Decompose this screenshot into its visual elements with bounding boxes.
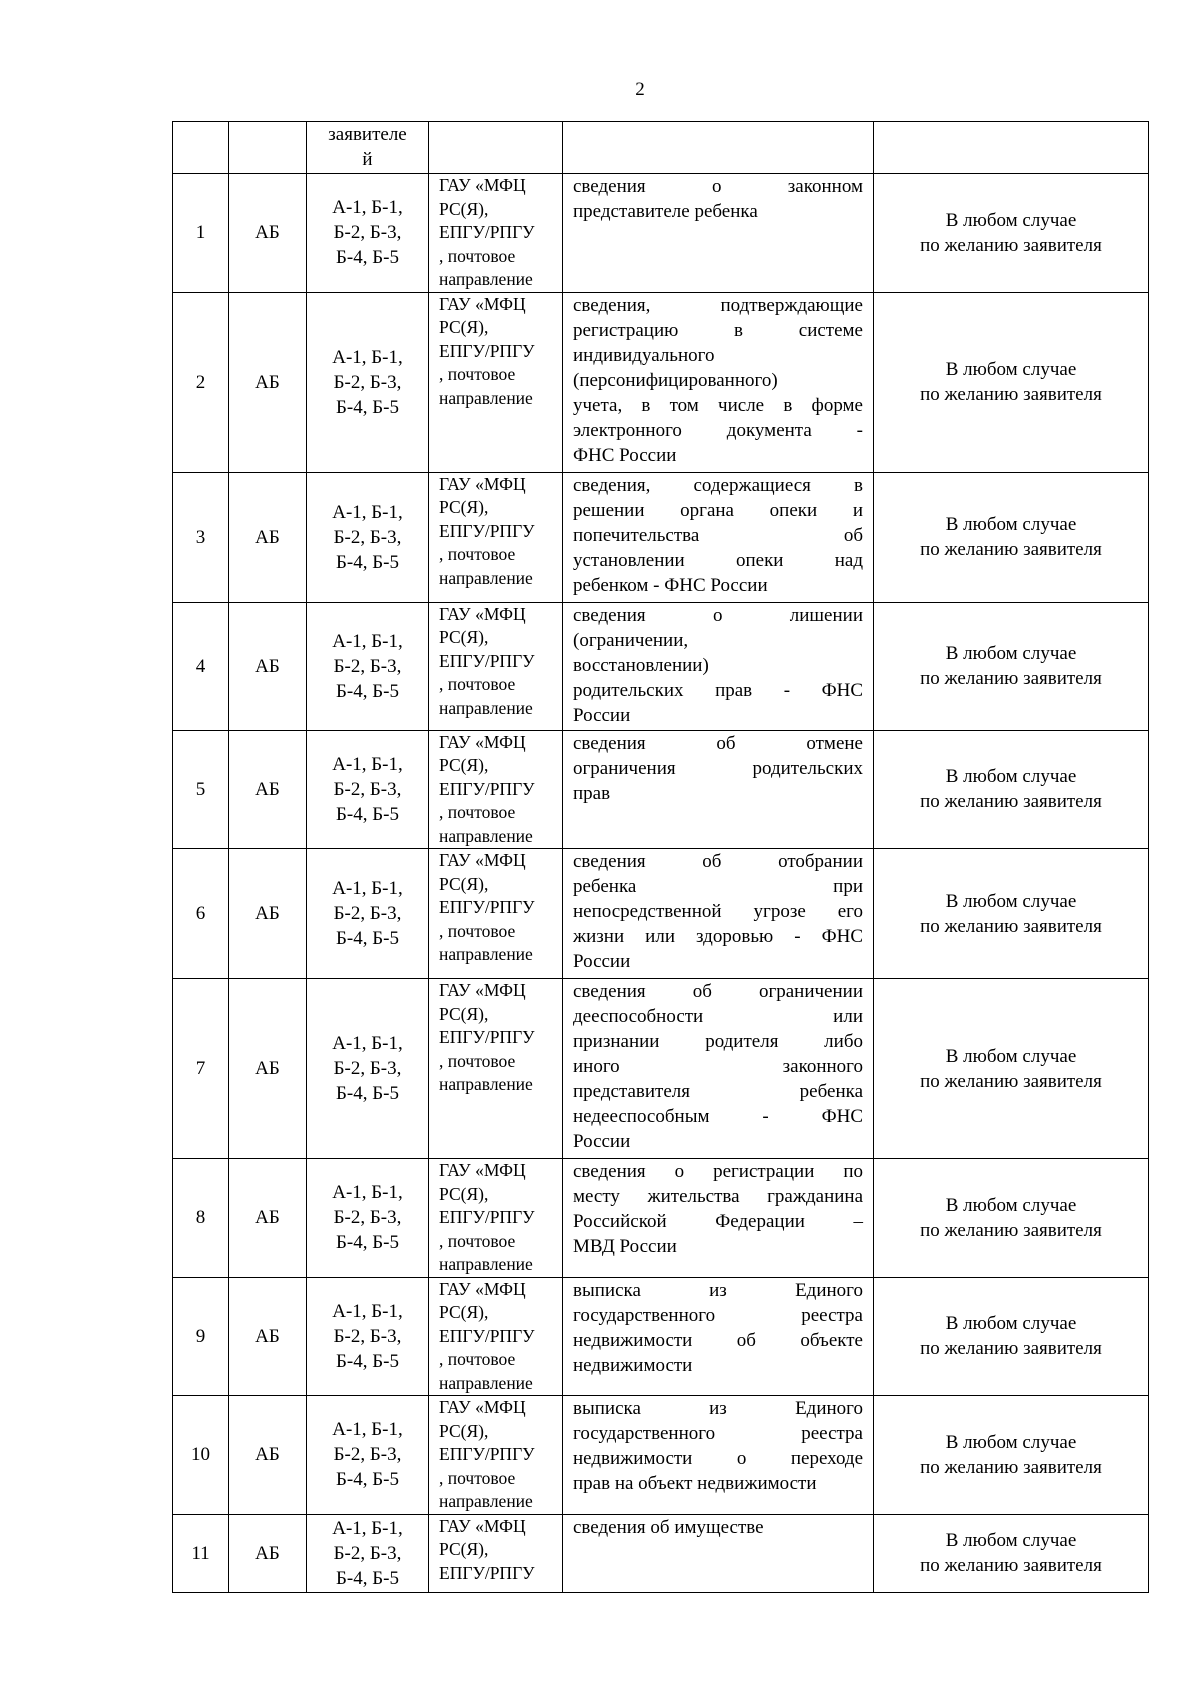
condition-line: по желанию заявителя — [920, 791, 1102, 813]
row-type: АБ — [229, 602, 307, 730]
applicant-categories — [307, 1514, 429, 1592]
info-line: Российской Федерации – — [573, 1211, 863, 1232]
info-line: родительских прав - ФНС — [573, 679, 863, 701]
info-line: сведения о законном — [573, 176, 863, 197]
info-line: прав на объект недвижимости — [573, 1473, 817, 1494]
submission-condition — [874, 730, 1149, 849]
row-number: 5 — [173, 730, 229, 849]
info-line: ФНС России — [573, 444, 677, 466]
method-line: РС(Я), — [439, 1003, 489, 1024]
info-line: сведения о регистрации по — [573, 1161, 863, 1182]
category-line: Б-2, Б-3, — [333, 526, 402, 548]
category-line: Б-4, Б-5 — [336, 247, 399, 269]
applicant-categories — [307, 472, 429, 602]
category-line: А-1, Б-1, — [332, 1300, 403, 1322]
category-line: Б-2, Б-3, — [333, 1058, 402, 1079]
info-line: сведения об отмене — [573, 732, 863, 754]
condition-line: В любом случае — [945, 359, 1077, 380]
submission-method — [429, 292, 563, 472]
info-line: сведения об ограничении — [573, 981, 863, 1002]
row-number: 1 — [173, 174, 229, 293]
method-line: ГАУ «МФЦ — [439, 980, 526, 1000]
table-row — [173, 174, 1149, 293]
condition-line: В любом случае — [945, 766, 1077, 788]
category-line: А-1, Б-1, — [332, 346, 403, 368]
submission-method — [429, 174, 563, 293]
submission-method — [429, 1396, 563, 1515]
row-type: АБ — [229, 174, 307, 293]
info-line: установлении опеки над — [573, 549, 863, 571]
method-line: , почтовое — [439, 1050, 516, 1071]
method-line: ЕПГУ/РПГУ — [439, 897, 535, 917]
submission-condition — [874, 292, 1149, 472]
condition-line: по желанию заявителя — [920, 1456, 1102, 1478]
method-line: ГАУ «МФЦ — [439, 1397, 526, 1417]
submission-condition — [874, 602, 1149, 730]
condition-line: В любом случае — [945, 514, 1077, 535]
info-line: месту жительства гражданина — [573, 1186, 863, 1207]
method-line: , почтовое — [439, 1467, 516, 1488]
info-line: представителя ребенка — [573, 1081, 863, 1102]
method-line: , почтовое — [439, 1230, 516, 1251]
info-line: сведения, содержащиеся в — [573, 474, 863, 496]
row-type: АБ — [229, 1514, 307, 1592]
method-line: ГАУ «МФЦ — [439, 1278, 526, 1299]
method-line: направление — [439, 1254, 533, 1274]
method-line: ЕПГУ/РПГУ — [439, 1207, 535, 1227]
info-line: ограничения родительских — [573, 757, 863, 779]
requested-information — [563, 292, 874, 472]
category-line: Б-4, Б-5 — [336, 803, 399, 825]
requested-information — [563, 979, 874, 1159]
submission-method — [429, 849, 563, 979]
category-line: Б-4, Б-5 — [336, 680, 399, 702]
method-line: ГАУ «МФЦ — [439, 1515, 526, 1536]
category-line: А-1, Б-1, — [332, 1033, 403, 1054]
table-row — [173, 292, 1149, 472]
submission-condition — [874, 174, 1149, 293]
condition-line: В любом случае — [945, 643, 1077, 664]
row-type: АБ — [229, 292, 307, 472]
category-line: Б-4, Б-5 — [336, 1567, 399, 1589]
method-line: ГАУ «МФЦ — [439, 175, 526, 195]
method-line: РС(Я), — [439, 873, 489, 894]
submission-method — [429, 472, 563, 602]
info-line: России — [573, 951, 631, 972]
category-line: А-1, Б-1, — [332, 753, 403, 775]
category-line: Б-4, Б-5 — [336, 396, 399, 418]
info-line: России — [573, 704, 631, 726]
row-type: АБ — [229, 1277, 307, 1396]
condition-line: В любом случае — [945, 209, 1077, 231]
info-line: сведения об имуществе — [573, 1516, 764, 1538]
method-line: ГАУ «МФЦ — [439, 473, 526, 494]
submission-condition — [874, 1396, 1149, 1515]
category-line: Б-4, Б-5 — [336, 1469, 399, 1491]
method-line: ГАУ «МФЦ — [439, 293, 526, 314]
condition-line: по желанию заявителя — [920, 1219, 1102, 1241]
info-line: недееспособным - ФНС — [573, 1106, 863, 1127]
page-number: 2 — [635, 79, 645, 100]
submission-condition — [874, 1277, 1149, 1396]
submission-method — [429, 979, 563, 1159]
category-line: Б-4, Б-5 — [336, 1232, 399, 1254]
applicant-categories — [307, 174, 429, 293]
row-type: АБ — [229, 1396, 307, 1515]
method-line: , почтовое — [439, 1349, 516, 1369]
info-line: недвижимости о переходе — [573, 1448, 863, 1469]
row-number: 11 — [173, 1514, 229, 1592]
method-line: направление — [439, 1074, 533, 1094]
info-line: недвижимости — [573, 1354, 693, 1376]
method-line: ЕПГУ/РПГУ — [439, 778, 535, 799]
condition-line: по желанию заявителя — [920, 539, 1102, 560]
cell-empty — [563, 122, 874, 174]
method-line: ЕПГУ/РПГУ — [439, 222, 535, 242]
row-type: АБ — [229, 472, 307, 602]
info-line: государственного реестра — [573, 1304, 863, 1326]
method-line: ГАУ «МФЦ — [439, 603, 526, 624]
method-line: направление — [439, 1372, 533, 1393]
method-line: , почтовое — [439, 364, 516, 384]
category-line: Б-4, Б-5 — [336, 1083, 399, 1104]
table-row — [173, 1514, 1149, 1592]
table-row — [173, 1396, 1149, 1515]
applicant-categories — [307, 602, 429, 730]
info-line: недвижимости об объекте — [573, 1329, 863, 1351]
method-line: РС(Я), — [439, 1420, 489, 1441]
method-line: РС(Я), — [439, 317, 489, 337]
table-row — [173, 1277, 1149, 1396]
method-line: направление — [439, 387, 533, 408]
category-line: А-1, Б-1, — [332, 501, 403, 523]
row-type: АБ — [229, 1159, 307, 1278]
method-line: ЕПГУ/РПГУ — [439, 520, 535, 541]
info-line: жизни или здоровью - ФНС — [573, 926, 863, 947]
method-line: направление — [439, 1491, 533, 1511]
category-line: Б-4, Б-5 — [336, 928, 399, 949]
condition-line: по желанию заявителя — [920, 234, 1102, 256]
applicant-categories — [307, 292, 429, 472]
submission-method — [429, 1277, 563, 1396]
cell-empty — [173, 122, 229, 174]
table-row — [173, 849, 1149, 979]
info-line: ребенком - ФНС России — [573, 574, 768, 596]
method-line: РС(Я), — [439, 1302, 489, 1322]
requested-information — [563, 730, 874, 849]
category-line: А-1, Б-1, — [332, 878, 403, 899]
category-line: А-1, Б-1, — [332, 1517, 403, 1539]
info-line: электронного документа - — [573, 419, 863, 441]
method-line: ГАУ «МФЦ — [439, 731, 526, 752]
method-line: ЕПГУ/РПГУ — [439, 1444, 535, 1464]
info-line: регистрацию в системе — [573, 319, 863, 341]
requested-information — [563, 849, 874, 979]
method-line: ЕПГУ/РПГУ — [439, 1562, 535, 1583]
row-number: 4 — [173, 602, 229, 730]
info-line: (персонифицированного) — [573, 369, 778, 391]
category-line: Б-2, Б-3, — [333, 371, 402, 393]
table-row — [173, 1159, 1149, 1278]
info-line: непосредственной угрозе его — [573, 901, 863, 922]
category-line: Б-2, Б-3, — [333, 1542, 402, 1564]
category-line: Б-2, Б-3, — [333, 655, 402, 677]
table-row — [173, 472, 1149, 602]
condition-line: В любом случае — [945, 890, 1077, 912]
requested-information — [563, 472, 874, 602]
info-line: сведения о лишении — [573, 604, 863, 626]
applicant-category-header-fragment — [307, 122, 429, 174]
submission-condition — [874, 849, 1149, 979]
condition-line: по желанию заявителя — [920, 384, 1102, 405]
applicant-categories — [307, 1396, 429, 1515]
submission-condition — [874, 1159, 1149, 1278]
continuation-row — [173, 122, 1149, 174]
info-line: сведения об отобрании — [573, 851, 863, 872]
requested-information — [563, 602, 874, 730]
method-line: ЕПГУ/РПГУ — [439, 340, 535, 361]
row-number: 2 — [173, 292, 229, 472]
row-type: АБ — [229, 730, 307, 849]
method-line: направление — [439, 697, 533, 718]
condition-line: по желанию заявителя — [920, 1338, 1102, 1360]
info-line: ребенка при — [573, 876, 863, 897]
row-number: 9 — [173, 1277, 229, 1396]
submission-method — [429, 602, 563, 730]
info-line: иного законного — [573, 1056, 863, 1077]
submission-condition — [874, 979, 1149, 1159]
info-line: сведения, подтверждающие — [573, 294, 863, 316]
method-line: РС(Я), — [439, 1539, 489, 1559]
method-line: РС(Я), — [439, 497, 489, 517]
method-line: ЕПГУ/РПГУ — [439, 1027, 535, 1047]
method-line: , почтовое — [439, 802, 516, 822]
table-row — [173, 979, 1149, 1159]
header-fragment-line: заявителе — [328, 124, 407, 145]
condition-line: по желанию заявителя — [920, 1070, 1102, 1092]
method-line: ЕПГУ/РПГУ — [439, 1325, 535, 1346]
category-line: А-1, Б-1, — [332, 197, 403, 219]
info-line: государственного реестра — [573, 1423, 863, 1444]
cell-empty — [874, 122, 1149, 174]
method-line: ГАУ «МФЦ — [439, 1160, 526, 1180]
condition-line: В любом случае — [945, 1045, 1077, 1067]
requested-information — [563, 1277, 874, 1396]
submission-condition — [874, 1514, 1149, 1592]
condition-line: по желанию заявителя — [920, 1555, 1102, 1576]
requested-information — [563, 174, 874, 293]
method-line: направление — [439, 944, 533, 964]
condition-line: В любом случае — [945, 1431, 1077, 1453]
method-line: , почтовое — [439, 544, 516, 564]
info-line: дееспособности или — [573, 1006, 863, 1027]
requested-information — [563, 1396, 874, 1515]
submission-condition — [874, 472, 1149, 602]
cell-empty — [229, 122, 307, 174]
row-number: 3 — [173, 472, 229, 602]
info-line: признании родителя либо — [573, 1031, 863, 1052]
condition-line: по желанию заявителя — [920, 915, 1102, 937]
submission-method — [429, 730, 563, 849]
category-line: Б-4, Б-5 — [336, 1350, 399, 1372]
info-line: представителе ребенка — [573, 201, 758, 222]
submission-method — [429, 1514, 563, 1592]
method-line: РС(Я), — [439, 1183, 489, 1204]
info-line: (ограничении, — [573, 629, 689, 651]
method-line: направление — [439, 567, 533, 588]
info-line: индивидуального — [573, 344, 715, 366]
condition-line: В любом случае — [945, 1194, 1077, 1216]
header-fragment-line: й — [362, 149, 373, 170]
table-row — [173, 730, 1149, 849]
info-line: восстановлении) — [573, 654, 709, 676]
applicant-categories — [307, 849, 429, 979]
method-line: РС(Я), — [439, 198, 489, 219]
method-line: , почтовое — [439, 920, 516, 941]
condition-line: по желанию заявителя — [920, 668, 1102, 689]
category-line: А-1, Б-1, — [332, 1182, 403, 1204]
category-line: А-1, Б-1, — [332, 1419, 403, 1441]
cell-empty — [429, 122, 563, 174]
document-table — [172, 121, 1149, 1593]
applicant-categories — [307, 979, 429, 1159]
requested-information — [563, 1159, 874, 1278]
applicant-categories — [307, 730, 429, 849]
condition-line: В любом случае — [945, 1313, 1077, 1335]
method-line: направление — [439, 825, 533, 846]
info-line: выписка из Единого — [573, 1279, 863, 1301]
row-number: 10 — [173, 1396, 229, 1515]
category-line: А-1, Б-1, — [332, 630, 403, 652]
method-line: РС(Я), — [439, 627, 489, 647]
method-line: , почтовое — [439, 245, 516, 266]
info-line: попечительства об — [573, 524, 863, 546]
category-line: Б-2, Б-3, — [333, 1325, 402, 1347]
info-line: России — [573, 1131, 631, 1152]
table-row — [173, 602, 1149, 730]
category-line: Б-2, Б-3, — [333, 778, 402, 800]
info-line: учета, в том числе в форме — [573, 394, 863, 416]
info-line: выписка из Единого — [573, 1398, 863, 1419]
applicant-categories — [307, 1159, 429, 1278]
info-line: прав — [573, 782, 611, 804]
category-line: Б-2, Б-3, — [333, 1207, 402, 1229]
row-number: 8 — [173, 1159, 229, 1278]
requested-information — [563, 1514, 874, 1592]
method-line: направление — [439, 269, 533, 289]
condition-line: В любом случае — [945, 1530, 1077, 1551]
info-line: МВД России — [573, 1236, 677, 1257]
category-line: Б-2, Б-3, — [333, 1444, 402, 1466]
category-line: Б-2, Б-3, — [333, 222, 402, 244]
row-type: АБ — [229, 979, 307, 1159]
submission-method — [429, 1159, 563, 1278]
method-line: РС(Я), — [439, 755, 489, 775]
category-line: Б-4, Б-5 — [336, 551, 399, 573]
info-line: решении органа опеки и — [573, 499, 863, 521]
category-line: Б-2, Б-3, — [333, 903, 402, 924]
applicant-categories — [307, 1277, 429, 1396]
row-type: АБ — [229, 849, 307, 979]
method-line: ЕПГУ/РПГУ — [439, 650, 535, 671]
method-line: , почтовое — [439, 674, 516, 694]
row-number: 7 — [173, 979, 229, 1159]
method-line: ГАУ «МФЦ — [439, 850, 526, 870]
row-number: 6 — [173, 849, 229, 979]
